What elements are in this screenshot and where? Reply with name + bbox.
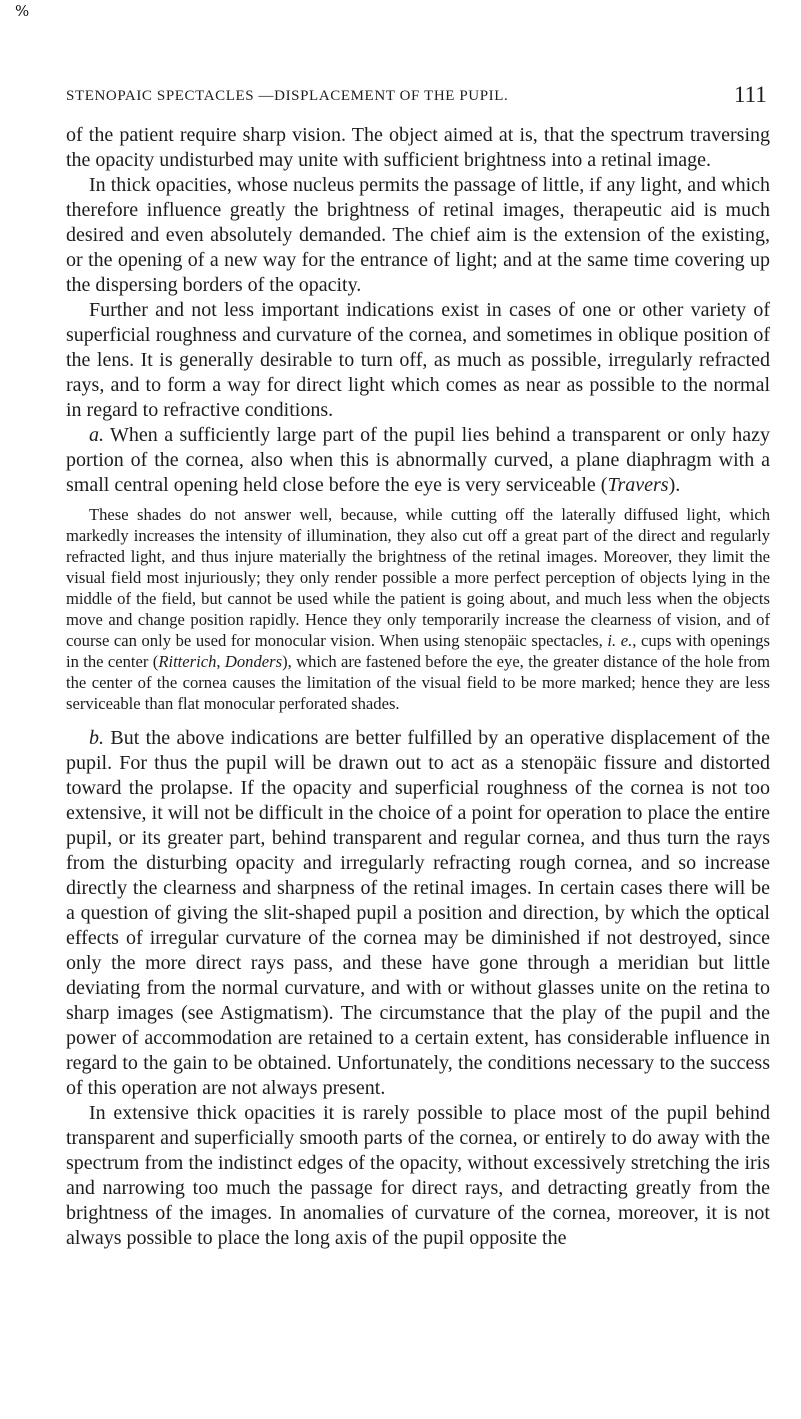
- note-text: ), which are fastened before the eye, the greater distance of the hole from the center of the cornea causes the limitation of the visual field to be more marked; hence they are less serviceable than flat monocular perforated shades.: [66, 652, 770, 713]
- paragraph-text: When a sufficiently large part of the pupil lies behind a transparent or only hazy portion of the cornea, also when this is abnormally curved, a plane diaphragm with a small central opening held close before the eye is very serviceable (: [66, 424, 770, 496]
- running-head: STENOPAIC SPECTACLES —DISPLACEMENT OF THE PUPIL.: [66, 88, 509, 104]
- small-print-note: [66, 504, 770, 714]
- note-text: ,: [216, 652, 225, 671]
- body-text: [66, 123, 770, 1251]
- paragraph-text: But the above indications are better fulfilled by an operative displacement of the pupil. For thus the pupil will be drawn out to act as a stenopäic fissure and distorted toward the prolapse. If the opacity and superficial roughness of the cornea is not too extensive, it will not be difficult in the choice of a point for operation to place the entire pupil, or its greater part, behind transparent and regular cornea, and thus turn the rays from the disturbing opacity and irregularly refracting rough cornea, and so increase directly the clearness and sharpness of the retinal images. In certain cases there will be a question of giving the slit-shaped pupil a position and direction, by which the optical effects of irregular curvature of the cornea may be diminished if not destroyed, since only the more direct rays pass, and these have gone through a meridian but little deviating from the normal curvature, and with or without glasses unite on the retina to sharp images (see Astigmatism). The circumstance that the play of the pupil and the power of accommodation are retained to a certain extent, has considerable influence in regard to the gain to be obtained. Unfortunately, the conditions necessary to the success of this operation are not always present.: [66, 727, 770, 1099]
- paragraph-text-end: ).: [668, 474, 681, 496]
- paragraph-text: In thick opacities, whose nucleus permits the passage of little, if any light, and which therefore influence greatly the brightness of retinal images, therapeutic aid is much desired and even absolutely demanded. The chief aim is the extension of the existing, or the opening of a new way for the entrance of light; and at the same time covering up the dispersing borders of the opacity.: [66, 174, 770, 296]
- note-text: , cups with openings in the center (: [66, 631, 771, 671]
- paragraph-extensive-opacities: [66, 1101, 770, 1251]
- paragraph-section-a: [66, 423, 770, 498]
- author-reference: Travers: [607, 474, 669, 496]
- page-number: 111: [734, 82, 767, 107]
- paragraph-text: In extensive thick opacities it is rarely possible to place most of the pupil behind transparent and superficially smooth parts of the cornea, or entirely to do away with the spectrum from the indistinct edges of the opacity, without excessively stretching the iris and narrowing too much the passage for direct rays, and detracting greatly from the brightness of the images. In anomalies of curvature of the cornea, moreover, it is not always possible to place the long axis of the pupil opposite the: [66, 1102, 770, 1249]
- corner-mark: %: [15, 2, 30, 20]
- note-text: These shades do not answer well, because, while cutting off the laterally diffused light, which markedly increases the intensity of illumination, they also cut off a great part of the direct and regularly refracted light, and thus injure materially the brightness of the retinal images. Moreover, they limit the visual field most injuriously; they only render possible a more perfect perception of objects lying in the middle of the field, but cannot be used while the patient is going about, and much less when the objects move and change position rapidly. Hence they only temporarily increase the clearness of vision, and of course can only be used for monocular vision. When using stenopäic spectacles,: [66, 505, 770, 650]
- paragraph-continuation: [66, 123, 770, 173]
- paragraph-further-indications: [66, 298, 770, 423]
- paragraph-thick-opacities: [66, 173, 770, 298]
- section-letter-a: a.: [89, 424, 104, 446]
- paragraph-text: Further and not less important indications exist in cases of one or other variety of superficial roughness and curvature of the cornea, and sometimes in oblique position of the lens. It is generally desirable to turn off, as much as possible, irregularly refracted rays, and to form a way for direct light which comes as near as possible to the normal in regard to refractive conditions.: [66, 299, 770, 421]
- paragraph-section-b: [66, 726, 770, 1101]
- note-italic: i. e.: [607, 631, 633, 650]
- paragraph-text: of the patient require sharp vision. The object aimed at is, that the spectrum traversing the opacity undisturbed may unite with sufficient brightness into a retinal image.: [66, 124, 770, 171]
- section-letter-b: b.: [89, 727, 104, 749]
- author-reference: Donders: [224, 652, 283, 671]
- author-reference: Ritterich: [158, 652, 217, 671]
